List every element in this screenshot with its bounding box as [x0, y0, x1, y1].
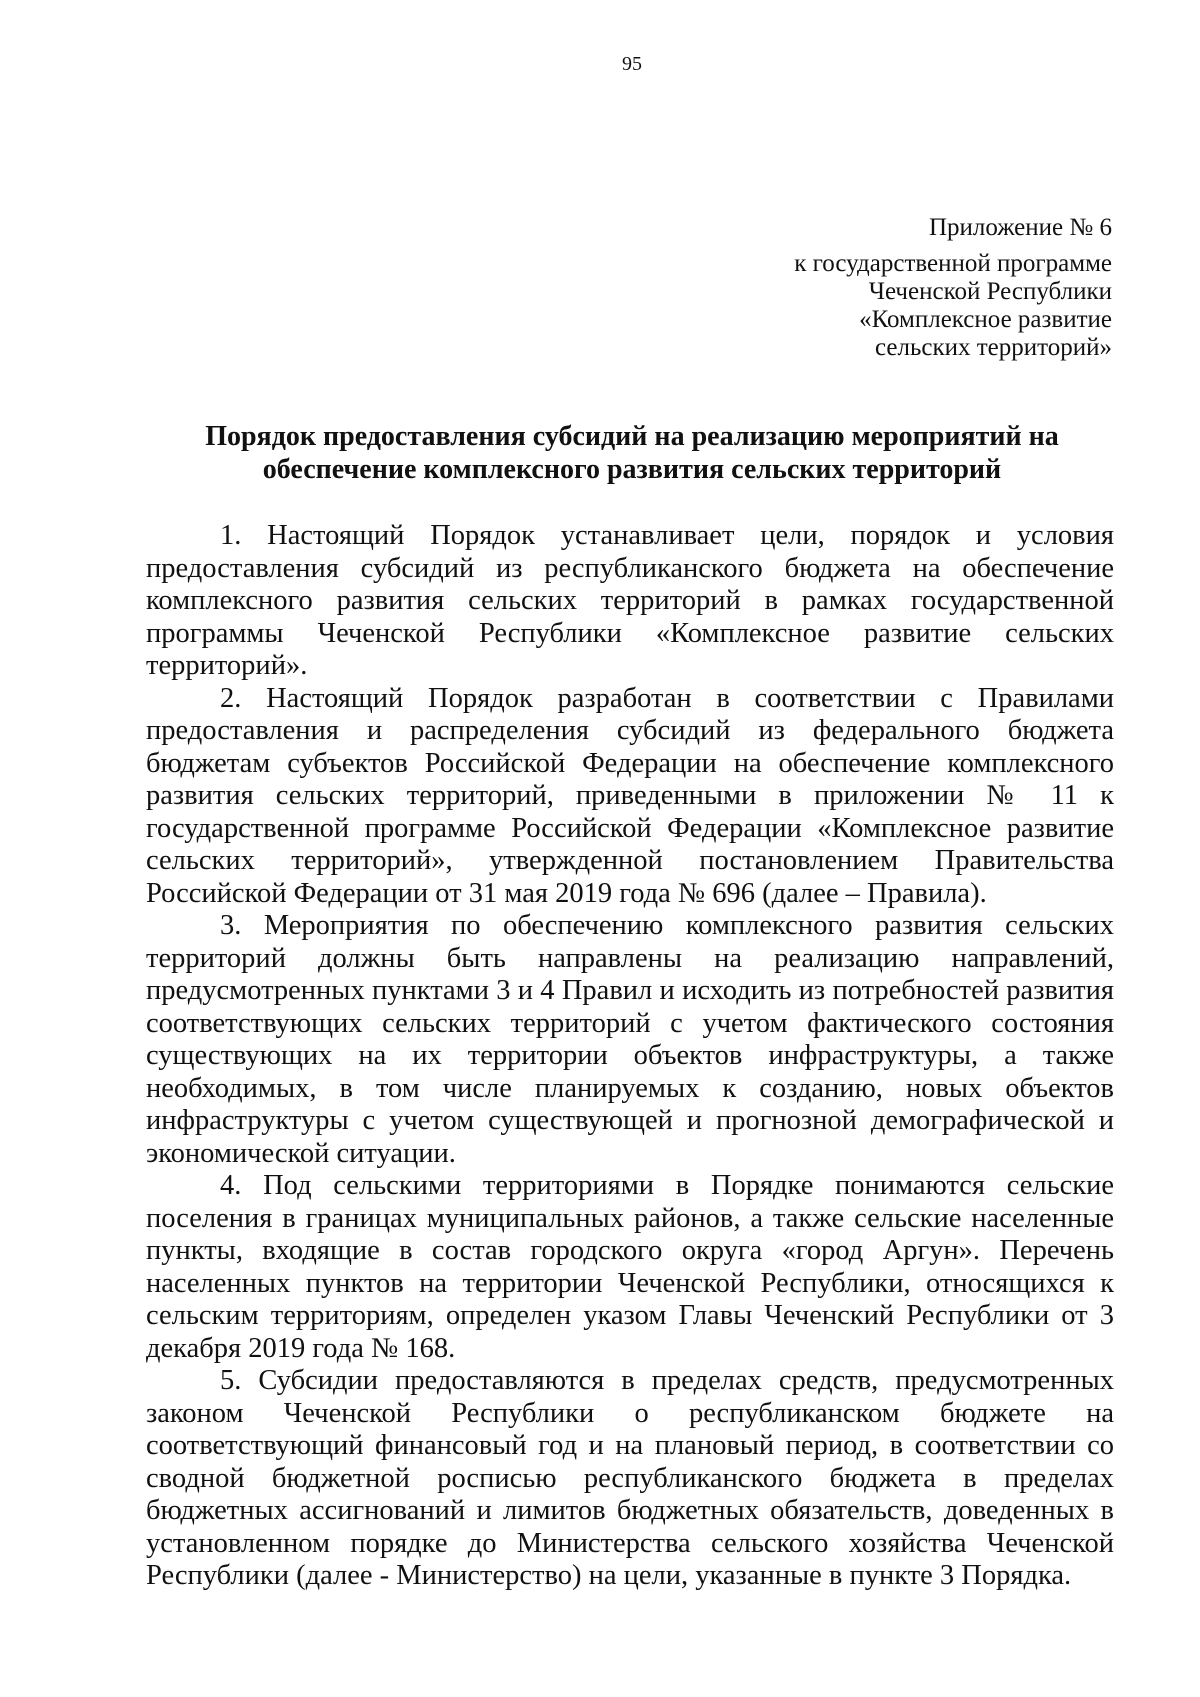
paragraph-2: 2. Настоящий Порядок разработан в соответствии с Правилами предоставления и распределения субсидий из федерального бюджета бюджетам субъектов Российской Федерации на обеспечение комплексного развития сельских территорий, приведенными в приложении № 11 к государственной программе Российской Федерации «Комплексное развитие сельских территорий», утвержденной постановлением Правительства Российской Федерации от 31 мая 2019 года № 696 (далее – Правила). — [146, 682, 1114, 909]
paragraph-3: 3. Мероприятия по обеспечению комплексного развития сельских территорий должны быть направлены на реализацию направлений, предусмотренных пунктами 3 и 4 Правил и исходить из потребностей развития соответствующих сельских территорий с учетом фактического состояния существующих на их территории объектов инфраструктуры, а также необходимых, в том числе планируемых к созданию, новых объектов инфраструктуры с учетом существующей и прогнозной демографической и экономической ситуации. — [146, 910, 1114, 1169]
appendix-number: Приложение № 6 — [928, 214, 1112, 241]
document-body — [146, 520, 1114, 1593]
paragraph-4: 4. Под сельскими территориями в Порядке понимаются сельские поселения в границах муниципальных районов, а также сельские населенные пункты, входящие в состав городского округа «город Аргун». Перечень населенных пунктов на территории Чеченской Республики, относящихся к сельским территориям, определен указом Главы Чеченский Республики от 3 декабря 2019 года № 168. — [146, 1170, 1114, 1364]
appendix-reference-line: «Комплексное развитие — [859, 306, 1112, 333]
document-title-line: обеспечение комплексного развития сельских территорий — [262, 454, 1002, 485]
paragraph-1: 1. Настоящий Порядок устанавливает цели, порядок и условия предоставления субсидий из республиканского бюджета на обеспечение комплексного развития сельских территорий в рамках государственной программы Чеченской Республики «Комплексное развитие сельских территорий». — [146, 520, 1114, 681]
appendix-reference-line: к государственной программе — [794, 250, 1112, 277]
paragraph-5: 5. Субсидии предоставляются в пределах средств, предусмотренных законом Чеченской Республики о республиканском бюджете на соответствующий финансовый год и на плановый период, в соответствии со сводной бюджетной росписью республиканского бюджета в пределах бюджетных ассигнований и лимитов бюджетных обязательств, доведенных в установленном порядке до Министерства сельского хозяйства Чеченской Республики (далее - Министерство) на цели, указанные в пункте 3 Порядка. — [146, 1365, 1114, 1591]
appendix-reference-line: Чеченской Республики — [868, 278, 1112, 305]
document-title-line: Порядок предоставления субсидий на реализацию мероприятий на — [205, 421, 1059, 452]
appendix-reference-line: сельских территорий» — [875, 334, 1112, 361]
page-number: 95 — [622, 53, 642, 75]
appendix-reference — [794, 250, 1112, 362]
document-title — [150, 420, 1114, 486]
